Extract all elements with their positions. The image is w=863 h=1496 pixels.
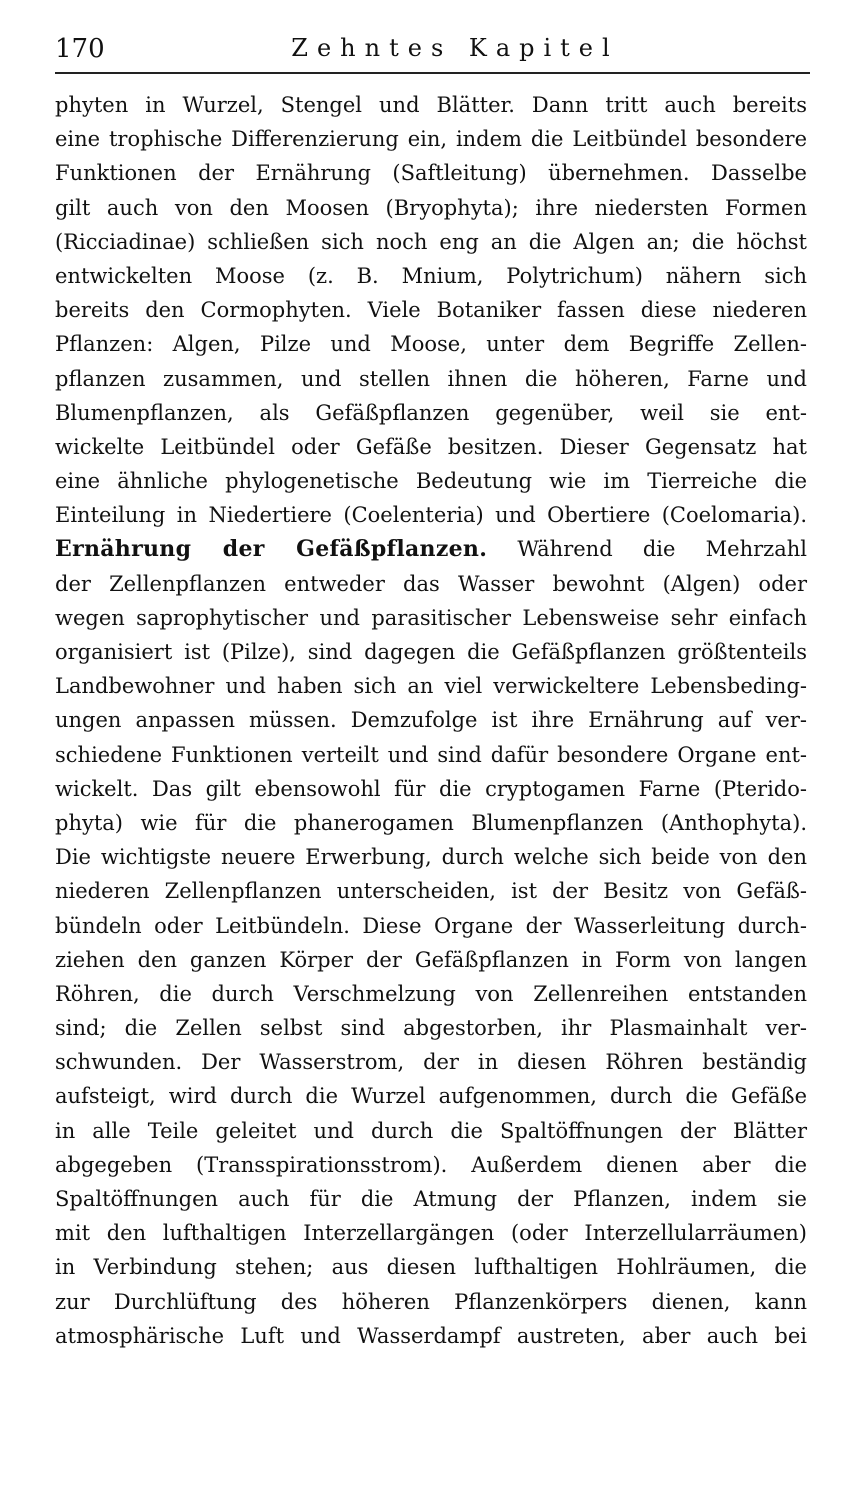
running-head: Zehntes Kapitel bbox=[291, 34, 619, 62]
text-line: wickelte Leitbündel oder Gefäße besitzen. Dieser Gegensatz hat bbox=[55, 434, 807, 459]
text-line: sind; die Zellen selbst sind abgestorben, ihr Plasmainhalt ver- bbox=[55, 1016, 807, 1041]
text-line: entwickelten Moose (z. B. Mnium, Polytrichum) nähern sich bbox=[55, 263, 807, 288]
text-line: wegen saprophytischer und parasitischer Lebensweise sehr einfach bbox=[55, 605, 807, 630]
header-rule bbox=[55, 72, 810, 74]
text-line: (Ricciadinae) schließen sich noch eng an die Algen an; die höchst bbox=[55, 229, 807, 254]
text-line: schwunden. Der Wasserstrom, der in diesen Röhren beständig bbox=[55, 1050, 807, 1075]
text-line: Funktionen der Ernährung (Saftleitung) übernehmen. Dasselbe bbox=[55, 161, 807, 186]
text-line: in alle Teile geleitet und durch die Spaltöffnungen der Blätter bbox=[55, 1118, 807, 1143]
text-line: Röhren, die durch Verschmelzung von Zellenreihen entstanden bbox=[55, 981, 807, 1006]
text-line: ungen anpassen müssen. Demzufolge ist ihre Ernährung auf ver- bbox=[55, 708, 807, 733]
section-heading: Ernährung der Gefäßpflanzen. bbox=[55, 536, 488, 563]
text-line: eine trophische Differenzierung ein, indem die Leitbündel besondere bbox=[55, 127, 807, 152]
text-line: Die wichtigste neuere Erwerbung, durch welche sich beide von den bbox=[55, 845, 807, 870]
text-line: organisiert ist (Pilze), sind dagegen die Gefäßpflanzen größtenteils bbox=[55, 640, 807, 664]
section-first-line-text: Während die Mehrzahl bbox=[517, 537, 807, 562]
text-line: Blumenpflanzen, als Gefäßpflanzen gegenüber, weil sie ent- bbox=[55, 400, 807, 425]
text-line: gilt auch von den Moosen (Bryophyta); ihre niedersten Formen bbox=[55, 195, 807, 220]
text-line: aufsteigt, wird durch die Wurzel aufgenommen, durch die Gefäße bbox=[55, 1084, 807, 1109]
section-first-line bbox=[55, 532, 807, 566]
text-line: schiedene Funktionen verteilt und sind dafür besondere Organe ent- bbox=[55, 742, 807, 767]
text-line: zur Durchlüftung des höheren Pflanzenkörpers dienen, kann bbox=[55, 1289, 807, 1314]
text-line: der Zellenpflanzen entweder das Wasser bewohnt (Algen) oder bbox=[55, 571, 807, 596]
text-line: mit den lufthaltigen Interzellargängen (oder Interzellularräumen) bbox=[55, 1221, 807, 1246]
text-line: Pflanzen: Algen, Pilze und Moose, unter dem Begriffe Zellen- bbox=[55, 332, 807, 357]
text-line: phyten in Wurzel, Stengel und Blätter. Dann tritt auch bereits bbox=[55, 93, 807, 117]
page-number: 170 bbox=[55, 34, 105, 64]
text-line: Einteilung in Niedertiere (Coelenteria) und Obertiere (Coelomaria). bbox=[55, 503, 807, 528]
text-line: niederen Zellenpflanzen unterscheiden, ist der Besitz von Gefäß- bbox=[55, 879, 807, 904]
text-line: Spaltöffnungen auch für die Atmung der Pflanzen, indem sie bbox=[55, 1187, 807, 1211]
text-line: phyta) wie für die phanerogamen Blumenpflanzen (Anthophyta). bbox=[55, 810, 807, 835]
text-line: atmosphärische Luft und Wasserdampf austreten, aber auch bei bbox=[55, 1323, 807, 1348]
text-line: ziehen den ganzen Körper der Gefäßpflanzen in Form von langen bbox=[55, 947, 807, 972]
text-line: eine ähnliche phylogenetische Bedeutung wie im Tierreiche die bbox=[55, 469, 807, 494]
text-line: pflanzen zusammen, und stellen ihnen die höheren, Farne und bbox=[55, 366, 807, 391]
text-line: bereits den Cormophyten. Viele Botaniker fassen diese niederen bbox=[55, 298, 807, 323]
text-line: in Verbindung stehen; aus diesen lufthaltigen Hohlräumen, die bbox=[55, 1255, 807, 1280]
body-text bbox=[55, 88, 807, 1353]
page-header bbox=[55, 30, 810, 70]
text-line: abgegeben (Transspirationsstrom). Außerdem dienen aber die bbox=[55, 1152, 807, 1177]
text-line: bündeln oder Leitbündeln. Diese Organe der Wasserleitung durch- bbox=[55, 913, 807, 938]
text-line: wickelt. Das gilt ebensowohl für die cryptogamen Farne (Pterido- bbox=[55, 776, 807, 801]
text-line: Landbewohner und haben sich an viel verwickeltere Lebensbeding- bbox=[55, 674, 807, 699]
